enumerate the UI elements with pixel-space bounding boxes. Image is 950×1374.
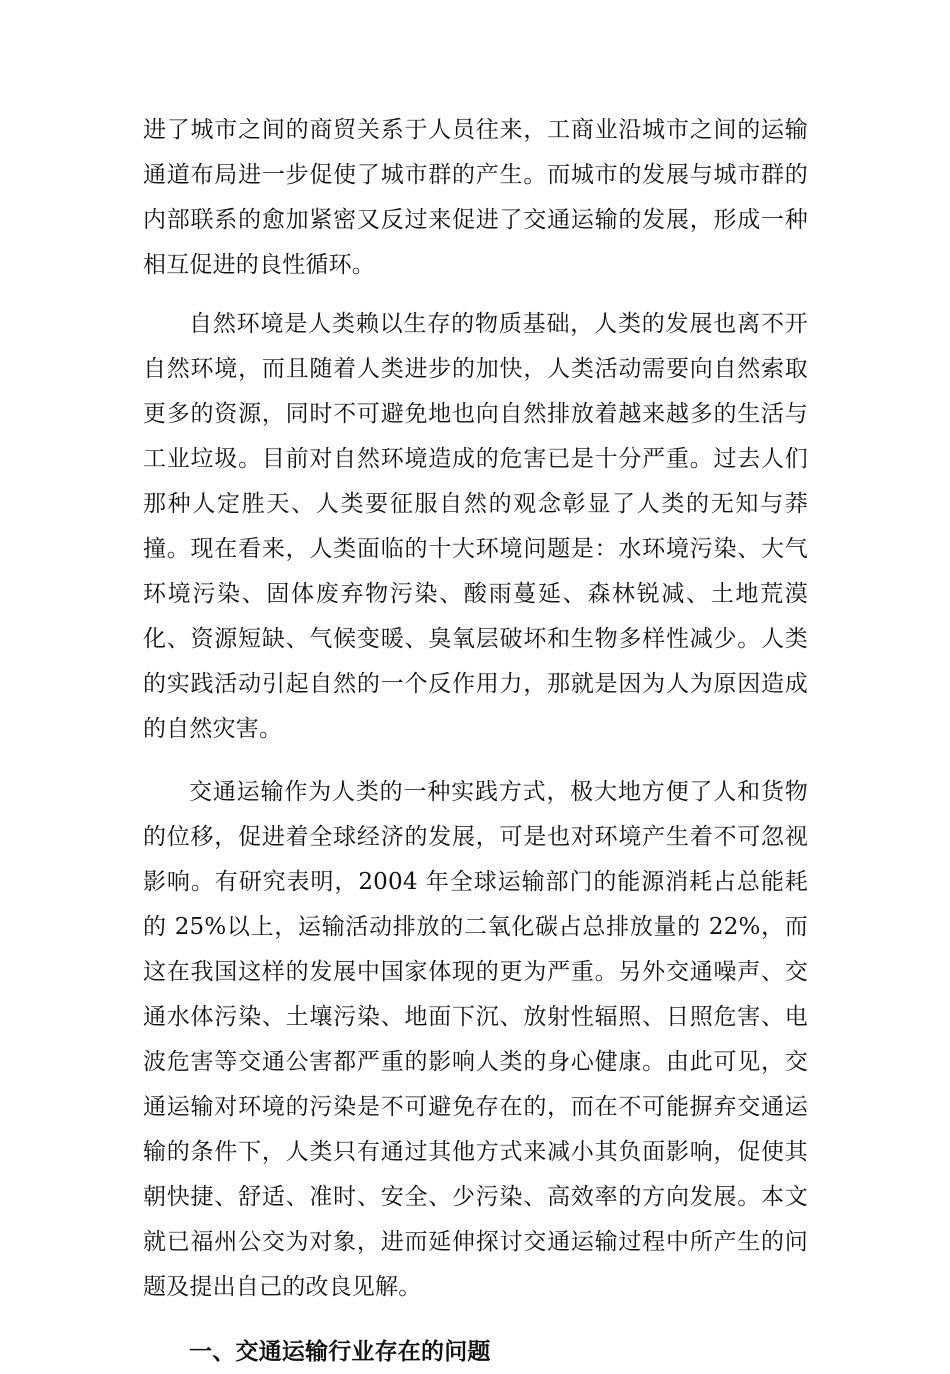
document-body — [143, 108, 808, 1374]
section-heading: 一、交通运输行业存在的问题 — [189, 1338, 491, 1365]
paragraph-transport-impact: 交通运输作为人类的一种实践方式，极大地方便了人和货物的位移，促进着全球经济的发展，可是也对环境产生着不可忽视影响。有研究表明，2004 年全球运输部门的能源消耗占总能耗的 25%以上，运输活动排放的二氧化碳占总排放量的 22%，而这在我国这样的发展中国家体现的更为严重。另外交通噪声、交通水体污染、土壤污染、地面下沉、放射性辐照、日照危害、电波危害等交通公害都严重的影响人类的身心健康。由此可见，交通运输对环境的污染是不可避免存在的，而在不可能摒弃交通运输的条件下，人类只有通过其他方式来减小其负面影响，促使其朝快捷、舒适、准时、安全、少污染、高效率的方向发展。本文就已福州公交为对象，进而延伸探讨交通运输过程中所产生的问题及提出自己的改良见解。 — [143, 779, 808, 1300]
paragraph-continuation: 进了城市之间的商贸关系于人员往来，工商业沿城市之间的运输通道布局进一步促使了城市群的产生。而城市的发展与城市群的内部联系的愈加紧密又反过来促进了交通运输的发展，形成一种相互促进的良性循环。 — [143, 117, 808, 278]
paragraph-natural-environment: 自然环境是人类赖以生存的物质基础，人类的发展也离不开自然环境，而且随着人类进步的加快，人类活动需要向自然索取更多的资源，同时不可避免地也向自然排放着越来越多的生活与工业垃圾。目前对自然环境造成的危害已是十分严重。过去人们那种人定胜天、人类要征服自然的观念彰显了人类的无知与莽撞。现在看来，人类面临的十大环境问题是：水环境污染、大气环境污染、固体废弃物污染、酸雨蔓延、森林锐减、土地荒漠化、资源短缺、气候变暖、臭氧层破坏和生物多样性减少。人类的实践活动引起自然的一个反作用力，那就是因为人为原因造成的自然灾害。 — [143, 311, 808, 742]
